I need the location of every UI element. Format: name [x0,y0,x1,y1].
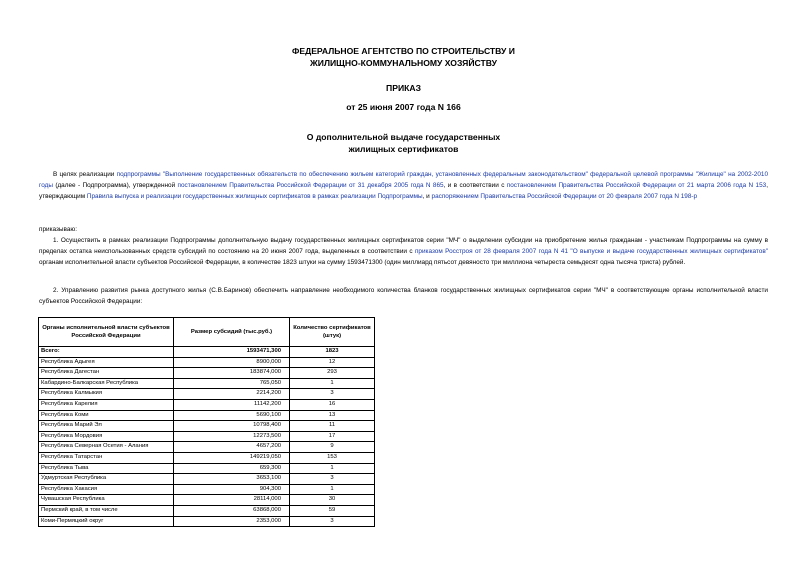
table-row [39,410,375,421]
preamble-paragraph [39,170,768,203]
region-name: Республика Коми [39,410,174,421]
certificate-count: 1 [290,484,375,495]
total-count: 1823 [290,347,375,358]
subsidy-amount: 3653,100 [174,474,290,485]
region-name: Пермский край, в том числе [39,505,174,516]
table-header-row [39,318,375,347]
table-row [39,421,375,432]
preamble-text: , и в соответствии с [443,181,507,189]
region-name: Республика Дагестан [39,368,174,379]
document-date-number: от 25 июня 2007 года N 166 [346,102,461,112]
subsidy-amount: 12273,500 [174,431,290,442]
certificate-count: 17 [290,431,375,442]
subsidy-amount: 10798,400 [174,421,290,432]
preamble-text: В целях реализации [53,171,117,178]
table-row [39,357,375,368]
subsidy-amount: 5690,100 [174,410,290,421]
item-2-paragraph: 2. Управлению развития рынка доступного жилья (С.В.Баринов) обеспечить направление необходимого количества бланков государственных жилищных сертификатов серии "МЧ" в соответствующие органы исполнительной власти субъектов Российской Федерации: [39,287,768,305]
certificate-count: 1 [290,378,375,389]
document-type: ПРИКАЗ [386,83,421,93]
certificate-count: 153 [290,452,375,463]
column-header-authority: Органы исполнительной власти субъектов Российской Федерации [39,318,174,347]
document-title-line2: жилищных сертификатов [348,144,459,154]
agency-name-line1: ФЕДЕРАЛЬНОЕ АГЕНТСТВО ПО СТРОИТЕЛЬСТВУ И [292,46,515,56]
region-name: Республика Адыгея [39,357,174,368]
certificate-count: 293 [290,368,375,379]
region-name: Кабардино-Балкарская Республика [39,378,174,389]
certificate-count: 13 [290,410,375,421]
subsidy-amount: 904,300 [174,484,290,495]
region-name: Республика Калмыкия [39,389,174,400]
subsidy-amount: 765,050 [174,378,290,389]
region-name: Республика Тыва [39,463,174,474]
certificate-count: 9 [290,442,375,453]
table-row [39,484,375,495]
table-row [39,474,375,485]
table-row [39,378,375,389]
order-word: приказываю: [39,226,77,233]
certificate-count: 1 [290,463,375,474]
certificate-count: 16 [290,399,375,410]
certificate-count: 59 [290,505,375,516]
certificate-count: 11 [290,421,375,432]
table-row [39,368,375,379]
resolution-153-link[interactable]: постановлением Правительства Российской Федерации от 21 марта 2006 года N 153 [506,181,767,189]
table-row [39,389,375,400]
table-row [39,516,375,527]
table-row [39,495,375,506]
region-name: Республика Карелия [39,399,174,410]
subsidy-amount: 4657,200 [174,442,290,453]
preamble-text: (далее - Подпрограмма), утвержденной [52,181,178,189]
table-row [39,431,375,442]
certificate-count: 3 [290,516,375,527]
table-row [39,505,375,516]
subprogram-link[interactable]: подпрограммы "Выполнение государственных обязательств по обеспечению жильем категорий граждан, установленных федеральным законодательством" федеральной целевой программы "Жилище" на 2002-2010 годы [39,171,769,189]
item-1-text: 1. Осуществить в рамках реализации Подпрограммы дополнительную выдачу государственных жилищных сертификатов серии "МЧ" о выделении субсидии на приобретение жилья гражданам - участникам Подпрограммы на сумму в пределах остатка неиспользованных средств субсидий по состоянию на 20 июня 2007 года, выделенных в соответствии с [39,237,768,255]
table-row [39,463,375,474]
resolution-865-link[interactable]: постановлением Правительства Российской Федерации от 31 декабря 2005 года N 865 [177,181,444,189]
subsidy-amount: 659,300 [174,463,290,474]
preamble-text: , и [422,192,432,200]
certificate-count: 3 [290,389,375,400]
certificate-count: 3 [290,474,375,485]
region-name: Коми-Пермяцкий округ [39,516,174,527]
certificate-count: 12 [290,357,375,368]
subsidy-amount: 63868,000 [174,505,290,516]
region-name: Республика Татарстан [39,452,174,463]
subsidy-amount: 28114,000 [174,495,290,506]
region-name: Республика Хакасия [39,484,174,495]
region-name: Чувашская Республика [39,495,174,506]
document-title-line1: О дополнительной выдаче государственных [306,132,501,142]
subsidy-amount: 8900,000 [174,357,290,368]
certificate-count: 30 [290,495,375,506]
total-amount: 1593471,300 [174,347,290,358]
region-name: Республика Северная Осетия - Алания [39,442,174,453]
order-198r-link[interactable]: распоряжением Правительства Российской Федерации от 20 февраля 2007 года N 198-р [431,192,698,200]
subsidy-amount: 11142,200 [174,399,290,410]
table-row [39,399,375,410]
item-1-paragraph [39,236,768,269]
item-1-text: органам исполнительной власти субъектов Российской Федерации, в количестве 1823 штуки на сумму 1593471300 (один миллиард пятьсот девяносто три миллиона четыреста семьдесят одна тысяча триста) рублей. [39,258,686,266]
subsidy-amount: 149219,050 [174,452,290,463]
total-label: Всего: [39,347,174,358]
table-row [39,452,375,463]
table-total-row [39,347,375,358]
column-header-count: Количество сертификатов (штук) [290,318,375,347]
region-name: Республика Мордовия [39,431,174,442]
agency-name-line2: ЖИЛИЩНО-КОММУНАЛЬНОМУ ХОЗЯЙСТВУ [310,58,497,68]
subsidy-amount: 183874,000 [174,368,290,379]
region-name: Республика Марий Эл [39,421,174,432]
subsidies-table [38,317,375,527]
table-row [39,442,375,453]
rules-link[interactable]: Правила выпуска и реализации государственных жилищных сертификатов в рамках реализации Подпрограммы [86,192,423,200]
region-name: Удмуртская Республика [39,474,174,485]
column-header-amount: Размер субсидий (тыс.руб.) [174,318,290,347]
rosstroy-order-41-link[interactable]: приказом Росстроя от 28 февраля 2007 года N 41 "О выпуске и выдаче государственных жилищных сертификатов" [414,247,768,255]
preamble-text: , утверждающим [39,181,768,200]
subsidy-amount: 2353,000 [174,516,290,527]
subsidy-amount: 2214,200 [174,389,290,400]
